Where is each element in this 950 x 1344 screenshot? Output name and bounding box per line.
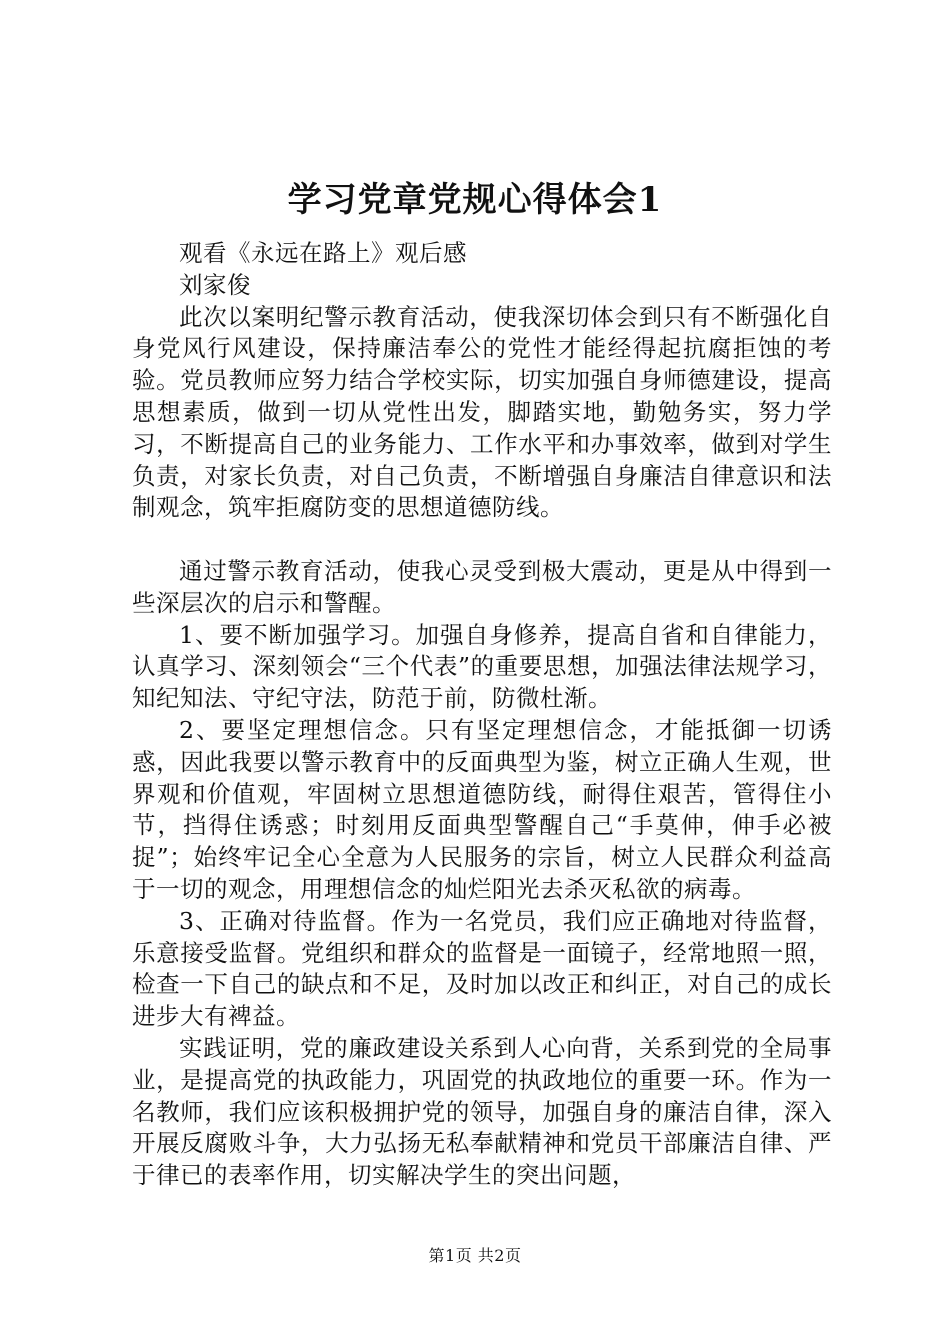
document-body bbox=[132, 238, 832, 1192]
body-paragraph: 3、正确对待监督。作为一名党员，我们应正确地对待监督，乐意接受监督。党组织和群众的监督是一面镜子，经常地照一照，检查一下自己的缺点和不足，及时加以改正和纠正，对自己的成长进步大有裨益。 bbox=[132, 906, 832, 1031]
body-paragraph: 2、要坚定理想信念。只有坚定理想信念，才能抵御一切诱惑，因此我要以警示教育中的反面典型为鉴，树立正确人生观，世界观和价值观，牢固树立思想道德防线，耐得住艰苦，管得住小节，挡得住诱惑；时刻用反面典型警醒自己“手莫伸，伸手必被捉”；始终牢记全心全意为人民服务的宗旨，树立人民群众利益高于一切的观念，用理想信念的灿烂阳光去杀灭私欲的病毒。 bbox=[132, 715, 832, 903]
body-paragraph: 此次以案明纪警示教育活动，使我深切体会到只有不断强化自身党风行风建设，保持廉洁奉公的党性才能经得起抗腐拒蚀的考验。党员教师应努力结合学校实际，切实加强自身师德建设，提高思想素质，做到一切从党性出发，脚踏实地，勤勉务实，努力学习，不断提高自己的业务能力、工作水平和办事效率，做到对学生负责，对家长负责，对自己负责，不断增强自身廉洁自律意识和法制观念，筑牢拒腐防变的思想道德防线。 bbox=[132, 302, 832, 522]
subtitle-paragraph: 观看《永远在路上》观后感 bbox=[179, 239, 467, 267]
body-paragraph: 实践证明，党的廉政建设关系到人心向背，关系到党的全局事业，是提高党的执政能力，巩固党的执政地位的重要一环。作为一名教师，我们应该积极拥护党的领导，加强自身的廉洁自律，深入开展反腐败斗争，大力弘扬无私奉献精神和党员干部廉洁自律、严于律已的表率作用，切实解决学生的突出问题， bbox=[132, 1033, 832, 1190]
author-paragraph: 刘家俊 bbox=[179, 270, 251, 299]
page-footer: 第1页 共2页 bbox=[428, 1246, 522, 1265]
body-paragraph: 1、要不断加强学习。加强自身修养，提高自省和自律能力，认真学习、深刻领会“三个代表”的重要思想，加强法律法规学习，知纪知法、守纪守法，防范于前，防微杜渐。 bbox=[132, 620, 832, 713]
document-title: 学习党章党规心得体会1 bbox=[287, 180, 663, 220]
body-paragraph: 通过警示教育活动，使我心灵受到极大震动，更是从中得到一些深层次的启示和警醒。 bbox=[132, 556, 832, 617]
